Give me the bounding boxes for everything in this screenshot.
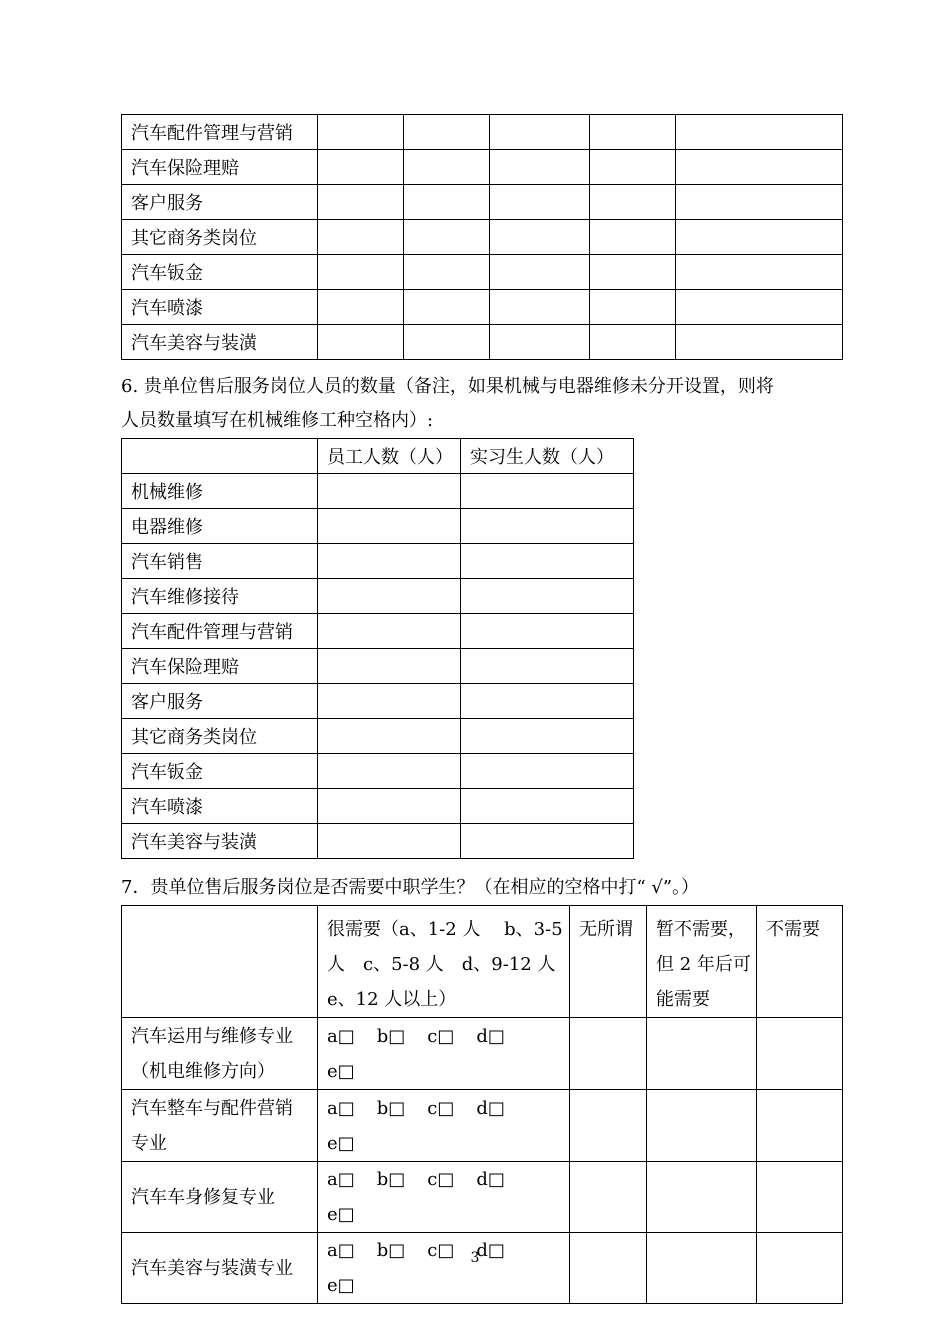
cell[interactable] bbox=[461, 614, 634, 649]
header-very-need-line3: e、12 人以上） bbox=[327, 989, 457, 1010]
cell[interactable] bbox=[590, 290, 676, 325]
cell[interactable] bbox=[318, 115, 404, 150]
row-label: 汽车保险理赔 bbox=[122, 649, 318, 684]
header-not-now-line1: 暂不需要， bbox=[656, 919, 746, 940]
table-row bbox=[122, 474, 634, 509]
row-label: 汽车喷漆 bbox=[122, 789, 318, 824]
cell[interactable] bbox=[318, 220, 404, 255]
row-label: 其它商务类岗位 bbox=[122, 220, 318, 255]
cell[interactable] bbox=[647, 1090, 757, 1162]
table-row bbox=[122, 1233, 843, 1304]
options-cell bbox=[318, 1090, 570, 1162]
row-label-line1: 汽车整车与配件营销 bbox=[131, 1098, 293, 1119]
option-c-checkbox[interactable]: c□ bbox=[427, 1240, 455, 1261]
row-label bbox=[122, 1018, 318, 1090]
option-a-checkbox[interactable]: a□ bbox=[327, 1169, 355, 1190]
cell[interactable] bbox=[318, 719, 461, 754]
cell[interactable] bbox=[676, 255, 843, 290]
option-d-checkbox[interactable]: d□ bbox=[476, 1240, 505, 1261]
row-label: 汽车钣金 bbox=[122, 255, 318, 290]
row-label: 客户服务 bbox=[122, 185, 318, 220]
table-row bbox=[122, 255, 843, 290]
row-label: 机械维修 bbox=[122, 474, 318, 509]
cell[interactable] bbox=[647, 1233, 757, 1304]
cell[interactable] bbox=[404, 220, 490, 255]
table-row bbox=[122, 614, 634, 649]
row-label: 汽车美容与装潢 bbox=[122, 325, 318, 360]
q7-need-table bbox=[121, 905, 843, 1304]
options-cell bbox=[318, 1162, 570, 1233]
cell[interactable] bbox=[461, 509, 634, 544]
cell[interactable] bbox=[318, 255, 404, 290]
table-row bbox=[122, 325, 843, 360]
empty-header bbox=[122, 906, 318, 1018]
table-row bbox=[122, 789, 634, 824]
option-e-checkbox[interactable]: e□ bbox=[327, 1275, 355, 1296]
cell[interactable] bbox=[318, 789, 461, 824]
row-label: 汽车美容与装潢 bbox=[122, 824, 318, 859]
table-row bbox=[122, 1018, 843, 1090]
row-label: 其它商务类岗位 bbox=[122, 719, 318, 754]
table-row bbox=[122, 649, 634, 684]
cell[interactable] bbox=[570, 1090, 647, 1162]
table-row bbox=[122, 185, 843, 220]
cell[interactable] bbox=[590, 115, 676, 150]
cell[interactable] bbox=[404, 150, 490, 185]
cell[interactable] bbox=[318, 544, 461, 579]
option-c-checkbox[interactable]: c□ bbox=[427, 1169, 455, 1190]
cell[interactable] bbox=[647, 1162, 757, 1233]
q7-title: 7．贵单位售后服务岗位是否需要中职学生？（在相应的空格中打“ √”。） bbox=[121, 877, 700, 898]
cell[interactable] bbox=[461, 474, 634, 509]
cell[interactable] bbox=[490, 255, 590, 290]
option-b-checkbox[interactable]: b□ bbox=[376, 1026, 406, 1047]
cell[interactable] bbox=[757, 1018, 843, 1090]
q6-staff-count-table bbox=[121, 438, 634, 859]
row-label: 汽车销售 bbox=[122, 544, 318, 579]
option-d-checkbox[interactable]: d□ bbox=[476, 1098, 505, 1119]
cell[interactable] bbox=[590, 220, 676, 255]
cell[interactable] bbox=[461, 754, 634, 789]
option-b-checkbox[interactable]: b□ bbox=[376, 1240, 406, 1261]
table-row bbox=[122, 1090, 843, 1162]
header-no-matter: 无所谓 bbox=[570, 906, 647, 1018]
cell[interactable] bbox=[676, 290, 843, 325]
options-cell bbox=[318, 1233, 570, 1304]
cell[interactable] bbox=[490, 185, 590, 220]
header-employees: 员工人数（人） bbox=[318, 439, 461, 474]
table-row bbox=[122, 509, 634, 544]
option-a-checkbox[interactable]: a□ bbox=[327, 1240, 355, 1261]
option-d-checkbox[interactable]: d□ bbox=[476, 1026, 505, 1047]
cell[interactable] bbox=[490, 150, 590, 185]
cell[interactable] bbox=[404, 290, 490, 325]
table-row bbox=[122, 115, 843, 150]
table-row bbox=[122, 754, 634, 789]
cell[interactable] bbox=[318, 579, 461, 614]
cell[interactable] bbox=[318, 614, 461, 649]
cell[interactable] bbox=[590, 255, 676, 290]
cell[interactable] bbox=[318, 185, 404, 220]
cell[interactable] bbox=[318, 509, 461, 544]
option-d-checkbox[interactable]: d□ bbox=[476, 1169, 505, 1190]
cell[interactable] bbox=[570, 1162, 647, 1233]
option-e-checkbox[interactable]: e□ bbox=[327, 1061, 355, 1082]
cell[interactable] bbox=[404, 115, 490, 150]
cell[interactable] bbox=[318, 649, 461, 684]
cell[interactable] bbox=[318, 824, 461, 859]
options-cell bbox=[318, 1018, 570, 1090]
header-not-now-line3: 能需要 bbox=[656, 989, 710, 1010]
row-label-line2: 专业 bbox=[131, 1133, 167, 1154]
cell[interactable] bbox=[757, 1162, 843, 1233]
cell[interactable] bbox=[461, 684, 634, 719]
table-row bbox=[122, 290, 843, 325]
table-header-row bbox=[122, 906, 843, 1018]
cell[interactable] bbox=[461, 649, 634, 684]
table-row bbox=[122, 544, 634, 579]
cell[interactable] bbox=[318, 684, 461, 719]
row-label bbox=[122, 1090, 318, 1162]
q6-text-line2: 人员数量填写在机械维修工种空格内）: bbox=[121, 410, 434, 431]
row-label: 汽车车身修复专业 bbox=[122, 1162, 318, 1233]
cell[interactable] bbox=[461, 719, 634, 754]
staff-table-continued bbox=[121, 114, 843, 360]
header-very-need-line1: 很需要（a、1-2 人 b、3-5 bbox=[327, 919, 563, 940]
cell[interactable] bbox=[757, 1090, 843, 1162]
option-a-checkbox[interactable]: a□ bbox=[327, 1098, 355, 1119]
cell[interactable] bbox=[318, 474, 461, 509]
cell[interactable] bbox=[461, 579, 634, 614]
header-very-need bbox=[318, 906, 570, 1018]
row-label: 汽车配件管理与营销 bbox=[122, 115, 318, 150]
cell[interactable] bbox=[318, 150, 404, 185]
table-row bbox=[122, 719, 634, 754]
cell[interactable] bbox=[490, 325, 590, 360]
table-row bbox=[122, 684, 634, 719]
option-a-checkbox[interactable]: a□ bbox=[327, 1026, 355, 1047]
cell[interactable] bbox=[404, 255, 490, 290]
cell[interactable] bbox=[647, 1018, 757, 1090]
table-row bbox=[122, 579, 634, 614]
q6-text-line1: 6. 贵单位售后服务岗位人员的数量（备注，如果机械与电器维修未分开设置，则将 bbox=[121, 376, 774, 397]
row-label: 电器维修 bbox=[122, 509, 318, 544]
cell[interactable] bbox=[570, 1018, 647, 1090]
header-not-need: 不需要 bbox=[757, 906, 843, 1018]
option-c-checkbox[interactable]: c□ bbox=[427, 1098, 455, 1119]
row-label-line1: 汽车运用与维修专业 bbox=[131, 1026, 293, 1047]
option-b-checkbox[interactable]: b□ bbox=[376, 1169, 406, 1190]
cell[interactable] bbox=[590, 150, 676, 185]
row-label: 汽车钣金 bbox=[122, 754, 318, 789]
cell[interactable] bbox=[590, 325, 676, 360]
empty-header bbox=[122, 439, 318, 474]
cell[interactable] bbox=[676, 220, 843, 255]
cell[interactable] bbox=[676, 115, 843, 150]
cell[interactable] bbox=[318, 290, 404, 325]
row-label-line2: （机电维修方向） bbox=[131, 1061, 275, 1082]
cell[interactable] bbox=[404, 325, 490, 360]
table-header-row bbox=[122, 439, 634, 474]
cell[interactable] bbox=[490, 115, 590, 150]
row-label: 汽车喷漆 bbox=[122, 290, 318, 325]
row-label: 汽车维修接待 bbox=[122, 579, 318, 614]
row-label: 汽车配件管理与营销 bbox=[122, 614, 318, 649]
cell[interactable] bbox=[757, 1233, 843, 1304]
header-not-now-line2: 但 2 年后可 bbox=[656, 954, 751, 975]
cell[interactable] bbox=[676, 150, 843, 185]
row-label: 汽车美容与装潢专业 bbox=[122, 1233, 318, 1304]
header-not-now bbox=[647, 906, 757, 1018]
cell[interactable] bbox=[404, 185, 490, 220]
header-interns: 实习生人数（人） bbox=[461, 439, 634, 474]
option-e-checkbox[interactable]: e□ bbox=[327, 1204, 355, 1225]
row-label: 客户服务 bbox=[122, 684, 318, 719]
cell[interactable] bbox=[676, 325, 843, 360]
header-very-need-line2: 人 c、5-8 人 d、9-12 人 bbox=[327, 954, 556, 975]
cell[interactable] bbox=[676, 185, 843, 220]
cell[interactable] bbox=[590, 185, 676, 220]
row-label: 汽车保险理赔 bbox=[122, 150, 318, 185]
cell[interactable] bbox=[461, 824, 634, 859]
page-number: 3 bbox=[470, 1250, 480, 1266]
cell[interactable] bbox=[461, 544, 634, 579]
cell[interactable] bbox=[318, 754, 461, 789]
cell[interactable] bbox=[570, 1233, 647, 1304]
option-b-checkbox[interactable]: b□ bbox=[376, 1098, 406, 1119]
option-c-checkbox[interactable]: c□ bbox=[427, 1026, 455, 1047]
table-row bbox=[122, 824, 634, 859]
option-e-checkbox[interactable]: e□ bbox=[327, 1133, 355, 1154]
cell[interactable] bbox=[318, 325, 404, 360]
table-row bbox=[122, 150, 843, 185]
cell[interactable] bbox=[461, 789, 634, 824]
cell[interactable] bbox=[490, 290, 590, 325]
table-row bbox=[122, 1162, 843, 1233]
table-row bbox=[122, 220, 843, 255]
cell[interactable] bbox=[490, 220, 590, 255]
